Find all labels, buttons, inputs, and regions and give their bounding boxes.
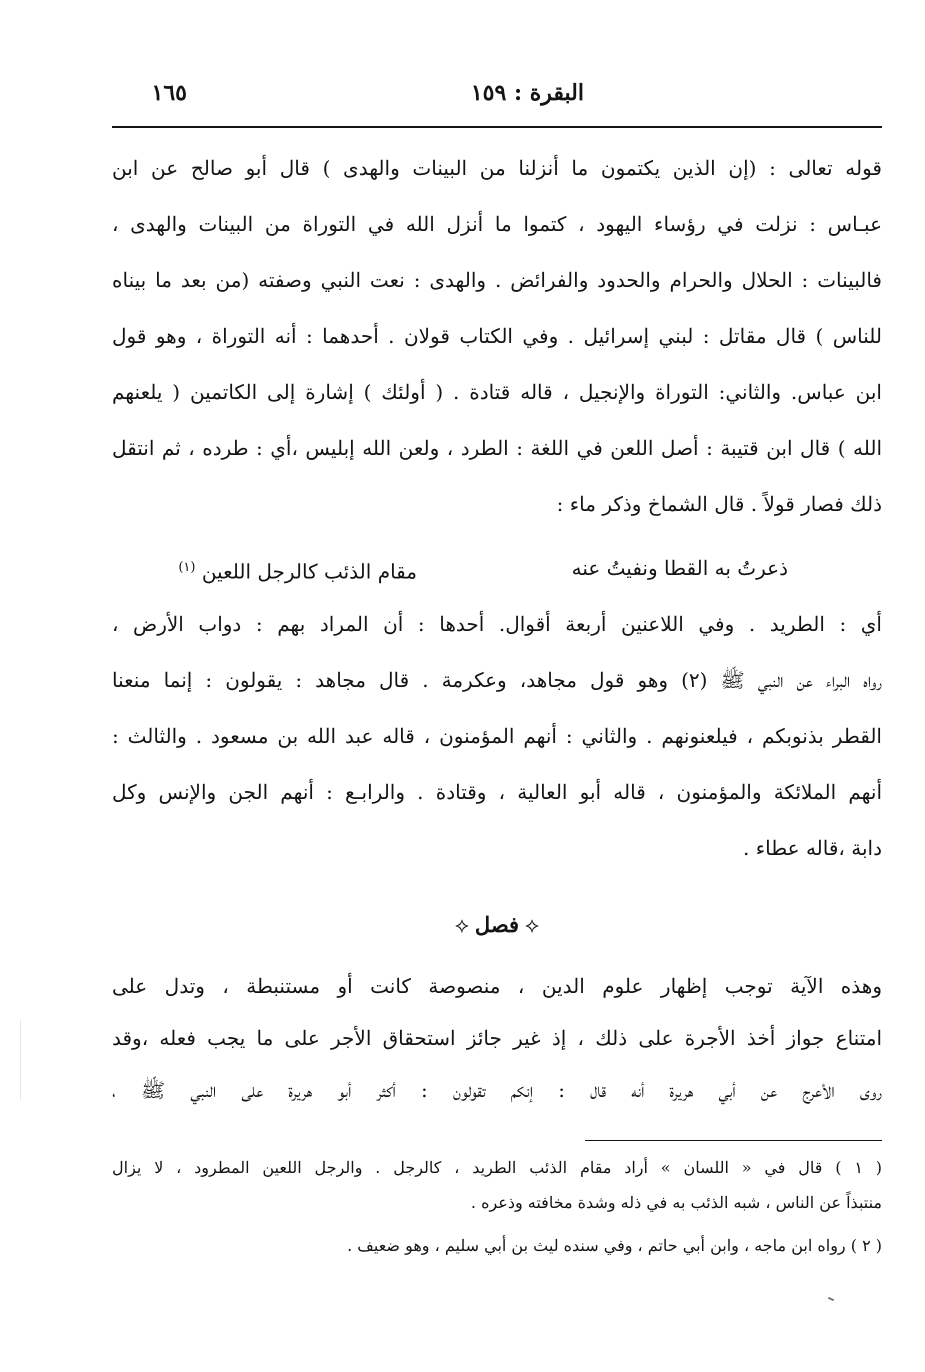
- section-text-block: [112, 960, 882, 1116]
- text-line: ابن عباس. والثاني: التوراة والإنجيل ، قاله قتادة . ( أولئك ) إشارة إلى الكاتمين ( يلعنهم: [112, 380, 882, 404]
- footnote-line: ( ١ ) قال في « اللسان » أراد مقام الذئب الطريد ، كالرجل . والرجل اللعين المطرود ، لا يزال: [112, 1158, 882, 1177]
- scan-speck: [828, 1297, 834, 1301]
- text-line: الله ) قال ابن قتيبة : أصل اللعن في اللغة : الطرد ، ولعن الله إبليس ،أي : طرده ، ثم انتقل: [112, 436, 882, 460]
- text-line: أي : الطريد . وفي اللاعنين أربعة أقوال. أحدها : أن المراد بهم : دواب الأرض ،: [112, 612, 882, 636]
- footnote-rule: [585, 1140, 882, 1141]
- main-text-block-2: [112, 596, 882, 876]
- footnote-line: منتبذاً عن الناس ، شبه الذئب به في ذله وشدة مخافته وذعره .: [470, 1193, 882, 1212]
- section-heading: [112, 900, 882, 950]
- text-line: أنهم الملائكة والمؤمنون ، قاله أبو العالية ، وقتادة . والرابـع : أنهم الجن والإنس وكل: [112, 780, 882, 804]
- text-line: وهذه الآية توجب إظهار علوم الدين ، منصوصة كانت أو مستنبطة ، وتدل على: [112, 974, 882, 998]
- page-number: ١٦٥: [151, 80, 187, 106]
- text-line: القطر بذنوبكم ، فيلعنونهم . والثاني : أنهم المؤمنون ، قاله عبد الله بن مسعود . والثالث :: [112, 724, 882, 748]
- text-line: فالبينات : الحلال والحرام والحدود والفرائض . والهدى : نعت النبي وصفته (من بعد ما بيناه: [112, 268, 882, 292]
- footnote-ref-1: (١): [178, 560, 196, 575]
- text-line: قوله تعالى : (إن الذين يكتمون ما أنزلنا من البينات والهدى ) قال أبو صالح عن ابن: [112, 156, 882, 180]
- text-line: ذلك فصار قولاً . قال الشماخ وذكر ماء :: [556, 492, 882, 516]
- footnotes: [112, 1150, 882, 1263]
- header-rule: [112, 126, 882, 128]
- scan-shadow: [20, 1020, 21, 1100]
- text-line: عبـاس : نزلت في رؤساء اليهود ، كتموا ما أنزل الله في التوراة من البينات والهدى ،: [112, 212, 882, 236]
- section-title-text: فصل: [474, 912, 520, 937]
- poetry-verse: [112, 540, 882, 596]
- text-line: روى الأعرج عن أبي هريرة أنه قال : إنكم تقولون : أكثر أبو هريرة على النبي ﷺ ،: [112, 1078, 882, 1102]
- verse-first-hemistich: ذعرتُ به القطا ونفيتُ عنه: [571, 556, 788, 580]
- verse-second-text: مقام الذئب كالرجل اللعين: [201, 559, 417, 584]
- text-line: دابة ،قاله عطاء .: [743, 836, 882, 860]
- footnote-line: ( ٢ ) رواه ابن ماجه ، وابن أبي حاتم ، وفي سنده ليث بن أبي سليم ، وهو ضعيف .: [347, 1236, 882, 1255]
- text-line: رواه البراء عن النبي ﷺ (٢) وهو قول مجاهد، وعكرمة . قال مجاهد : يقولون : إنما منعنا: [112, 668, 882, 692]
- ornament-icon: ⟡: [525, 913, 539, 937]
- ornament-icon: ⟡: [455, 913, 469, 937]
- text-line: امتناع جواز أخذ الأجرة على ذلك ، إذ غير جائز استحقاق الأجر على ما يجب فعله ،وقد: [112, 1026, 882, 1050]
- page-header: [112, 80, 882, 120]
- chapter-reference: البقرة : ١٥٩: [470, 80, 584, 106]
- text-line: للناس ) قال مقاتل : لبني إسرائيل . وفي الكتاب قولان . أحدهما : أنه التوراة ، وهو قول: [112, 324, 882, 348]
- verse-second-hemistich: [178, 540, 417, 600]
- main-text-block-1: [112, 140, 882, 532]
